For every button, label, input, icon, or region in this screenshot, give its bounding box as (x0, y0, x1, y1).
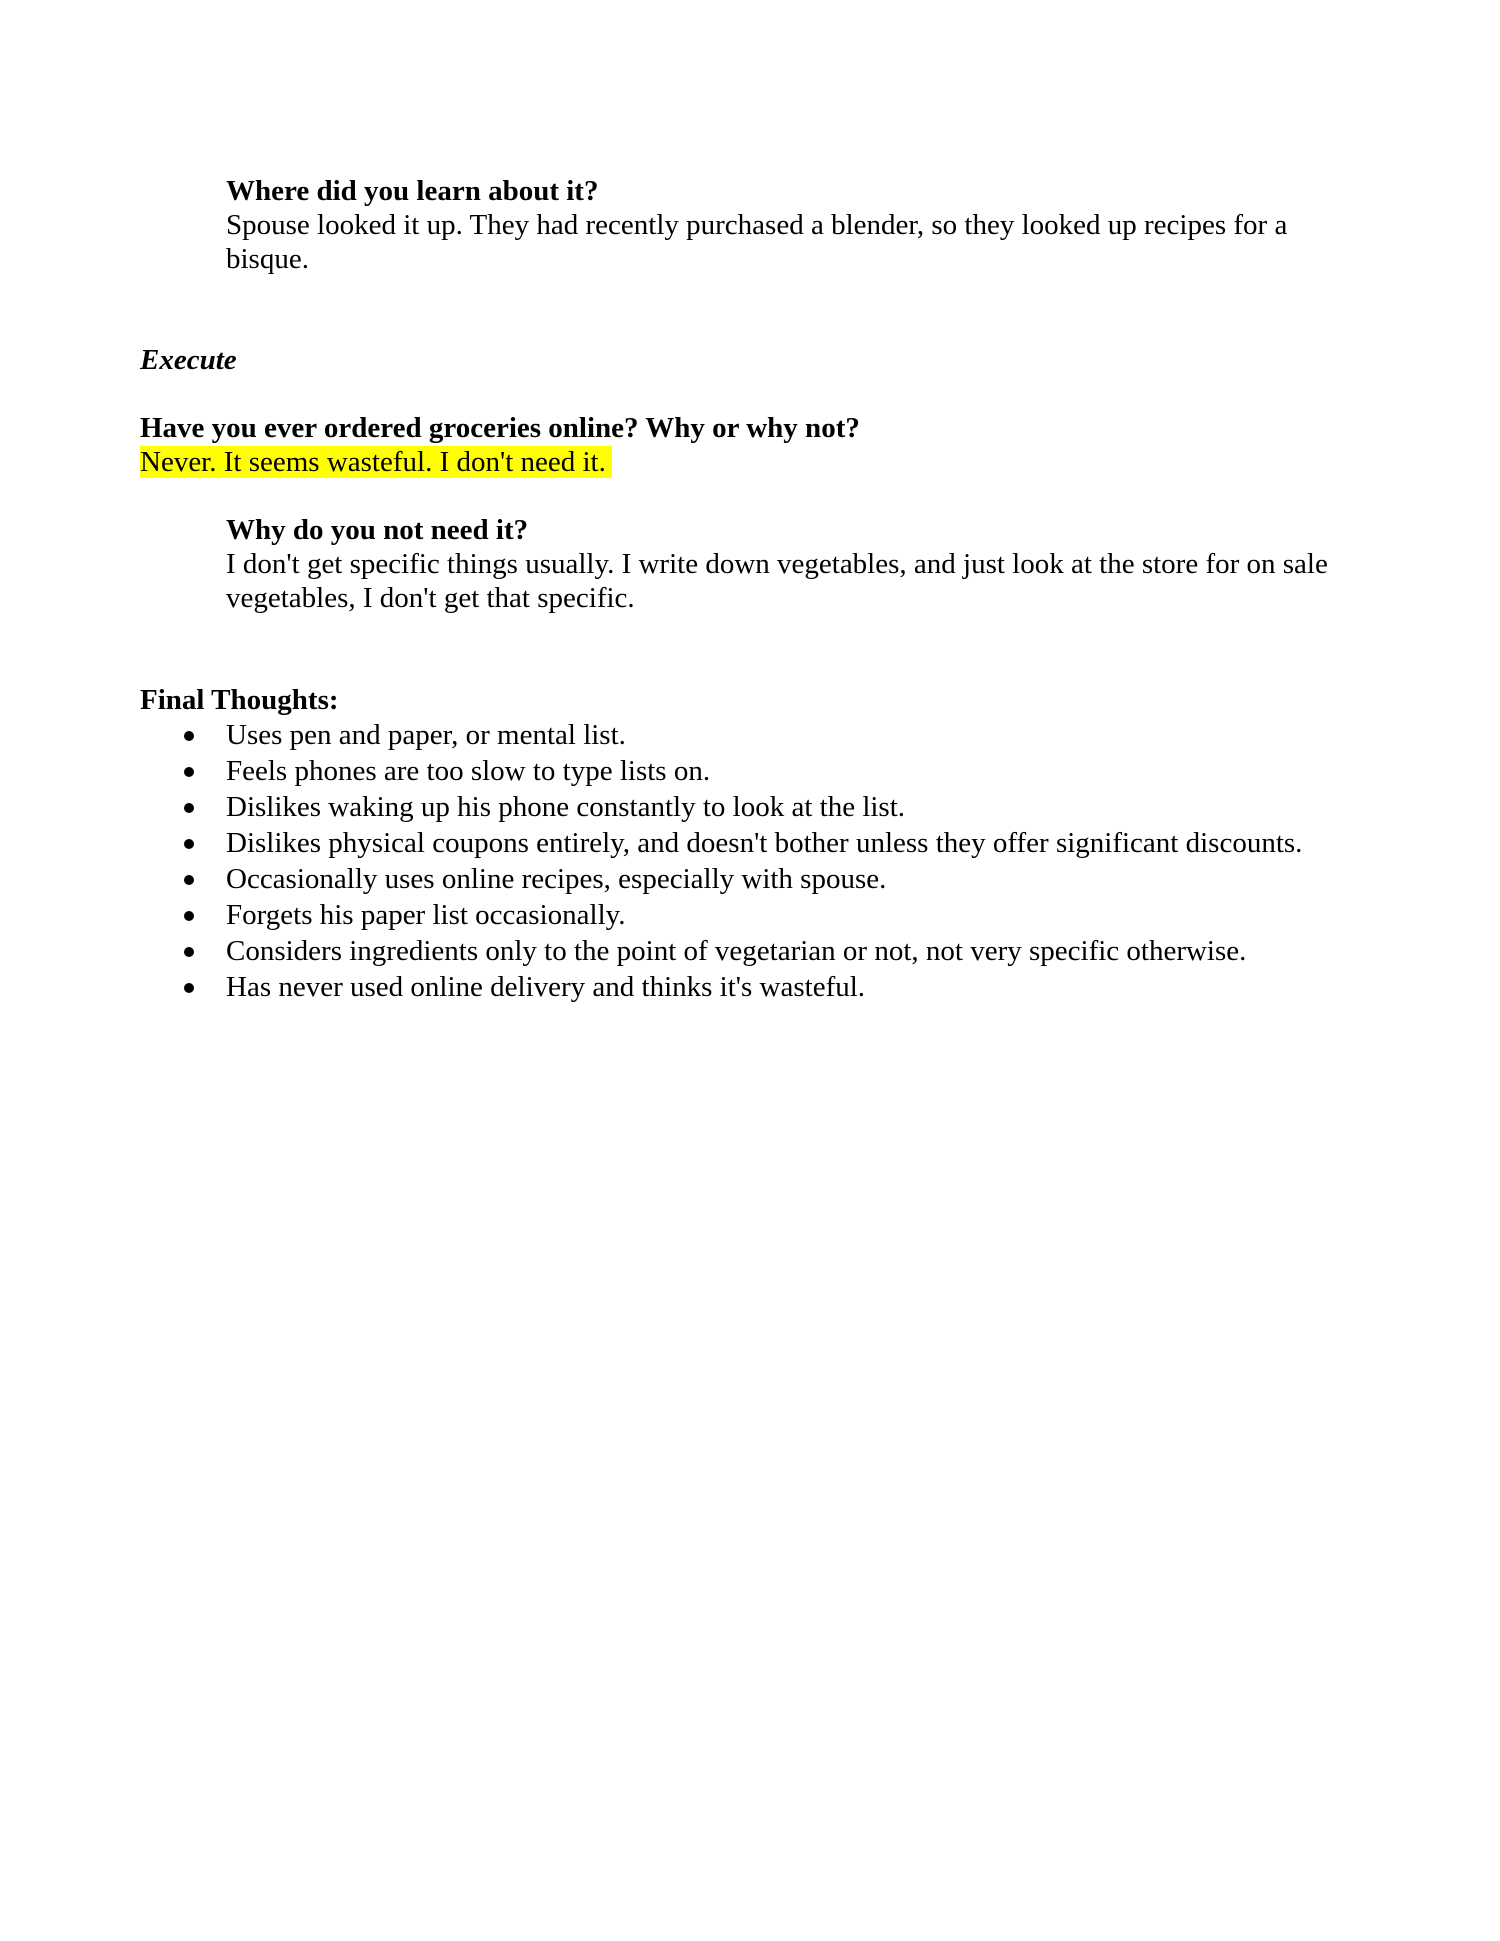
list-item (140, 933, 1400, 969)
bullet-icon (184, 731, 194, 741)
list-item-text: Feels phones are too slow to type lists on. (226, 755, 711, 787)
execute-heading: Execute (140, 344, 237, 376)
list-item (140, 861, 1400, 897)
list-item (140, 789, 1400, 825)
ordered-online-answer (140, 445, 1370, 479)
list-item-text: Occasionally uses online recipes, especially with spouse. (226, 863, 887, 895)
list-item (140, 753, 1400, 789)
list-item-text: Considers ingredients only to the point of vegetarian or not, not very specific otherwise. (226, 935, 1247, 967)
where-learn-answer-line2: bisque. (226, 243, 309, 275)
not-need-answer-line1: I don't get specific things usually. I write down vegetables, and just look at the store for on sale (226, 548, 1328, 580)
final-thoughts-list (140, 717, 1400, 1005)
bullet-icon (184, 983, 194, 993)
bullet-icon (184, 803, 194, 813)
list-item (140, 969, 1400, 1005)
list-item (140, 897, 1400, 933)
list-item-text: Dislikes waking up his phone constantly to look at the list. (226, 791, 906, 823)
list-item-text: Has never used online delivery and thinks it's wasteful. (226, 971, 866, 1003)
ordered-online-question: Have you ever ordered groceries online? Why or why not? (140, 412, 860, 444)
highlighted-answer: Never. It seems wasteful. I don't need it. (140, 446, 612, 478)
not-need-question: Why do you not need it? (226, 514, 529, 546)
list-item-text: Dislikes physical coupons entirely, and doesn't bother unless they offer significant discounts. (226, 827, 1303, 859)
bullet-icon (184, 767, 194, 777)
list-item (140, 825, 1400, 861)
list-item-text: Uses pen and paper, or mental list. (226, 719, 626, 751)
list-item-text: Forgets his paper list occasionally. (226, 899, 626, 931)
bullet-icon (184, 839, 194, 849)
bullet-icon (184, 911, 194, 921)
bullet-icon (184, 875, 194, 885)
list-item (140, 717, 1400, 753)
where-learn-question: Where did you learn about it? (226, 175, 599, 207)
where-learn-answer-line1: Spouse looked it up. They had recently purchased a blender, so they looked up recipes for a (226, 209, 1288, 241)
not-need-answer-line2: vegetables, I don't get that specific. (226, 582, 635, 614)
bullet-icon (184, 947, 194, 957)
final-thoughts-heading: Final Thoughts: (140, 684, 339, 716)
